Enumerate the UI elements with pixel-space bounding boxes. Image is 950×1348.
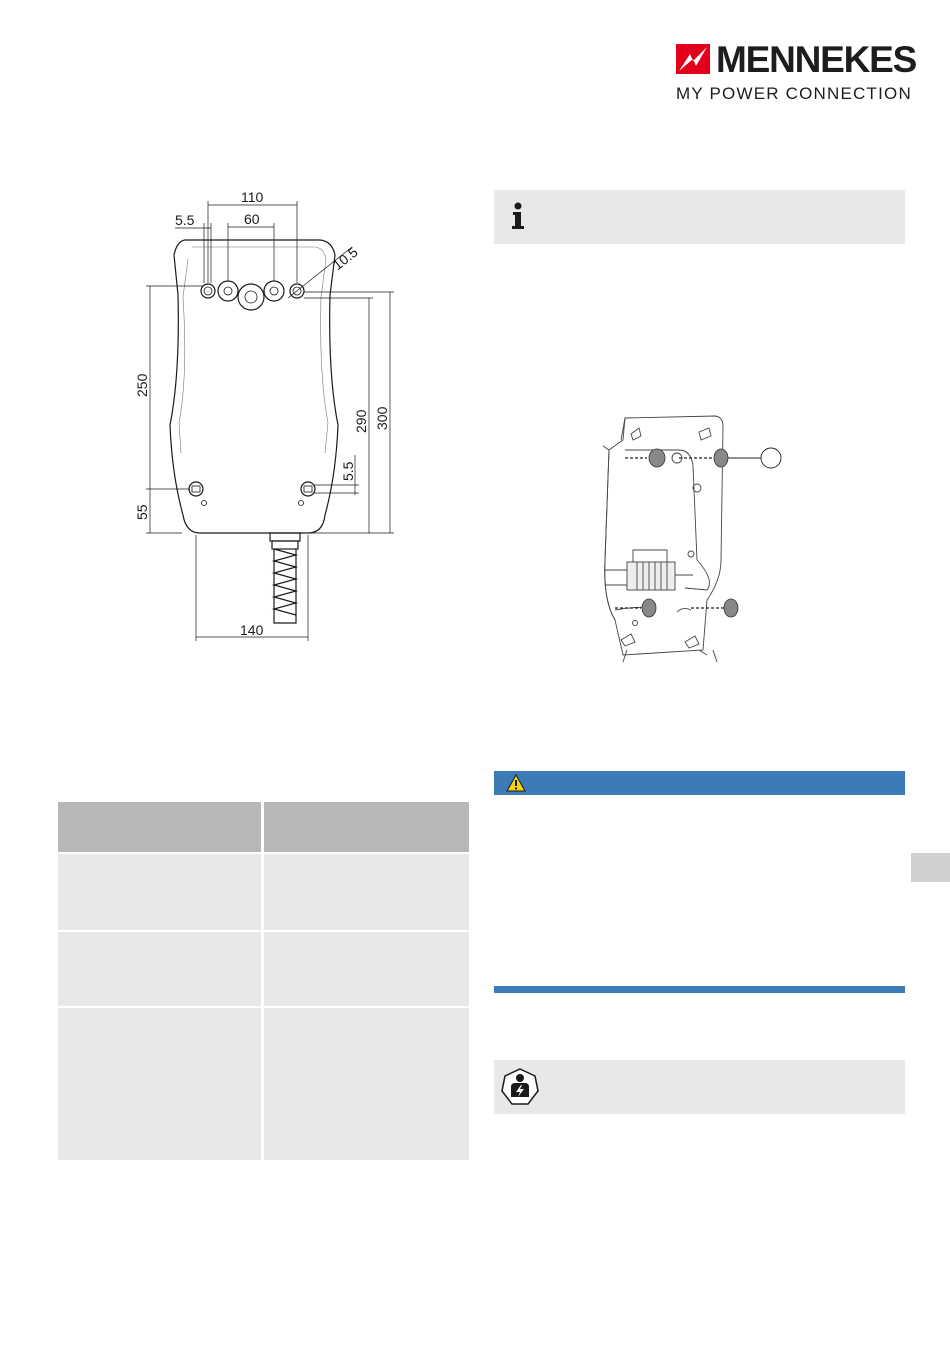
cable-entry-center — [238, 284, 264, 310]
dim-300: 300 — [374, 406, 390, 430]
mennekes-lightning-icon — [676, 44, 710, 74]
warning-triangle-icon — [506, 774, 526, 792]
dim-290: 290 — [353, 409, 369, 433]
hole-bottom-left — [189, 482, 203, 496]
table-cell — [58, 1008, 261, 1160]
brand-tagline: MY POWER CONNECTION — [676, 84, 912, 103]
brand-name: MENNEKES — [716, 39, 917, 80]
table-header-cell — [58, 802, 261, 852]
back-plate-outline — [605, 416, 723, 655]
wall-plug-top-left — [649, 449, 665, 467]
warning-bar — [494, 771, 905, 795]
table-cell — [58, 854, 261, 930]
dim-55: 55 — [134, 504, 150, 520]
dim-5-5-side: 5.5 — [340, 461, 356, 481]
dim-60: 60 — [244, 211, 260, 227]
spec-table — [58, 802, 469, 1160]
section-heading-rule — [494, 986, 905, 993]
mennekes-logo — [672, 39, 917, 106]
dim-250: 250 — [134, 373, 150, 397]
wall-plug-top-right — [714, 449, 728, 467]
electrician-note-box — [494, 1060, 905, 1114]
table-header-cell — [264, 802, 469, 852]
wall-plug-bottom-left — [642, 599, 656, 617]
electrician-icon — [500, 1067, 540, 1107]
info-note-box — [494, 190, 905, 244]
wall-plug-bottom-right — [724, 599, 738, 617]
info-icon — [510, 202, 526, 230]
chapter-side-tab — [911, 853, 950, 882]
terminal-block — [627, 562, 675, 590]
dim-110: 110 — [241, 189, 264, 205]
table-cell — [264, 854, 469, 930]
mounting-illustration — [595, 410, 790, 665]
table-cell — [58, 932, 261, 1006]
dimension-drawing — [120, 185, 410, 645]
table-cell — [264, 1008, 469, 1160]
dim-140: 140 — [240, 622, 264, 638]
cable-entry-right — [264, 281, 284, 301]
dim-5-5-top: 5.5 — [175, 212, 195, 228]
cable-spring — [274, 549, 296, 615]
callout-circle — [761, 448, 781, 468]
cable-entry-left — [218, 281, 238, 301]
dim-10-5: 10.5 — [329, 243, 361, 274]
table-cell — [264, 932, 469, 1006]
hole-bottom-right — [301, 482, 315, 496]
